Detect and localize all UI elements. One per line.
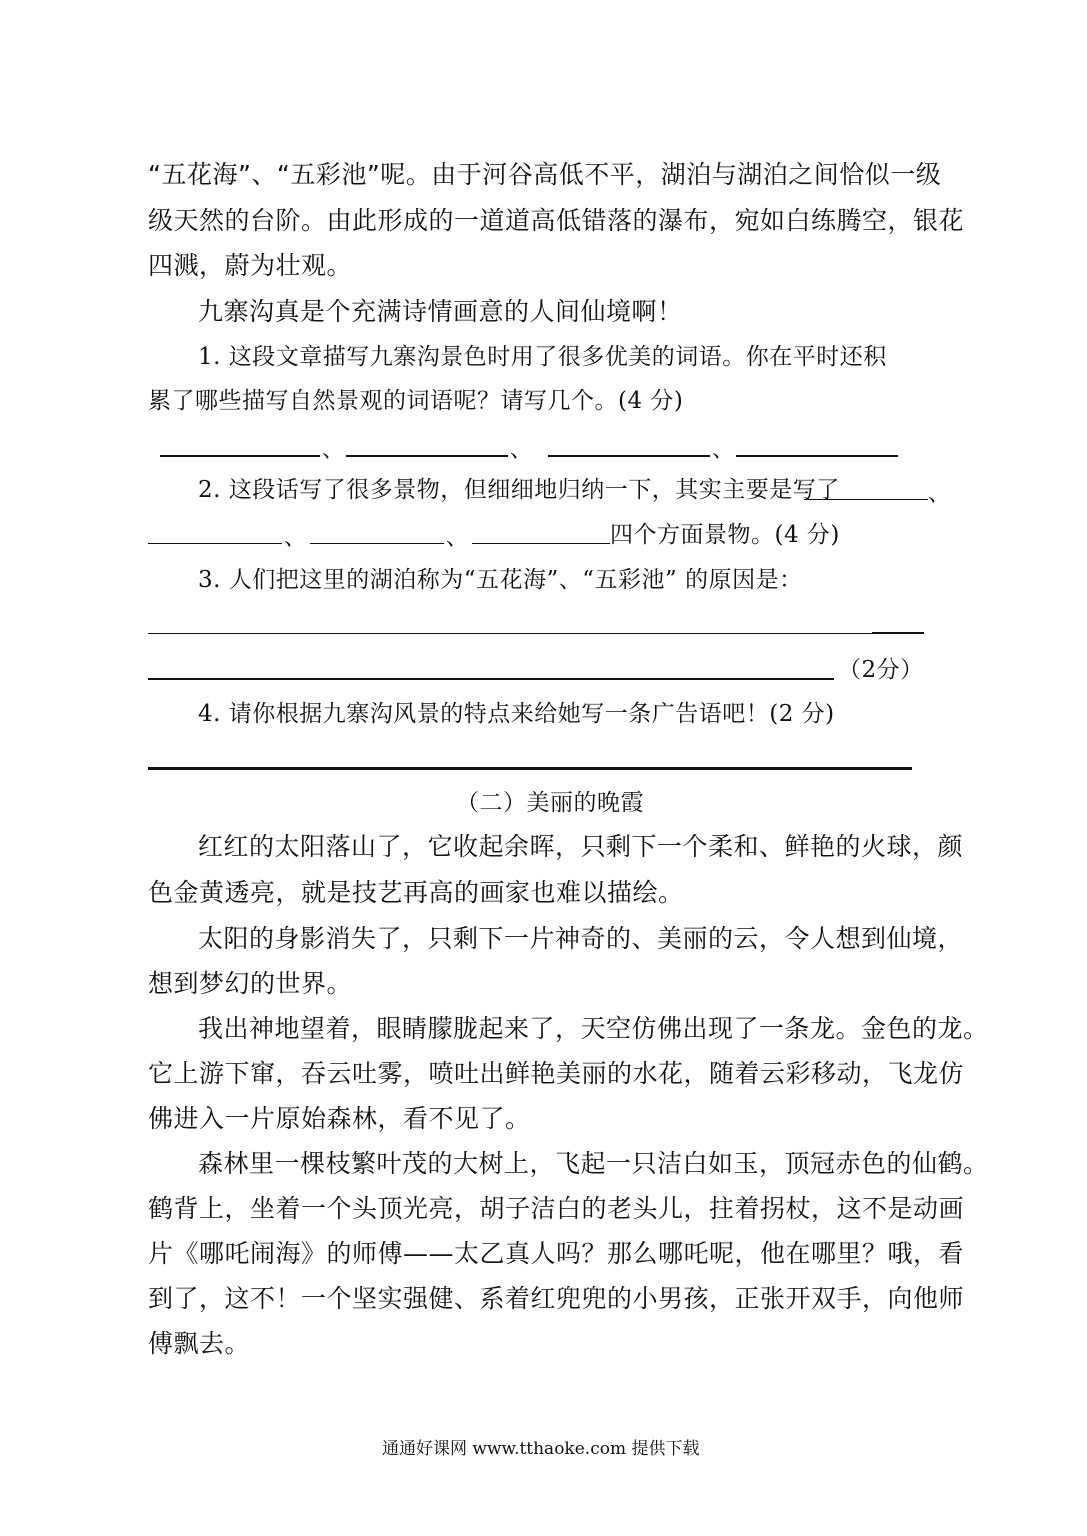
answer-line[interactable]: [148, 633, 872, 634]
question-4-text: 4. 请你根据九寨沟风景的特点来给她写一条广告语吧！(2 分): [198, 701, 835, 727]
paragraph-line: 到了，这不！一个坚实强健、系着红兜兜的小男孩，正张开双手，向他师: [148, 1284, 965, 1313]
answer-blank[interactable]: [736, 455, 898, 457]
passage-line: 九寨沟真是个充满诗情画意的人间仙境啊！: [198, 297, 683, 326]
section-title: （二）美丽的晚霞: [456, 790, 644, 816]
answer-blank[interactable]: [472, 543, 610, 544]
question-1-text: 累了哪些描写自然景观的词语呢？请写几个。(4 分): [148, 388, 684, 414]
question-2-tail: 四个方面景物。(4 分): [610, 522, 840, 548]
separator: 、: [510, 438, 533, 463]
paragraph-line: 色金黄透亮，就是技艺再高的画家也难以描绘。: [148, 878, 684, 907]
paragraph-line: 片《哪吒闹海》的师傅——太乙真人吗？那么哪吒呢，他在哪里？哦，看: [148, 1239, 965, 1268]
answer-line[interactable]: [148, 767, 912, 770]
passage-line: “五花海”、“五彩池”呢。由于河谷高低不平，湖泊与湖泊之间恰似一级: [148, 160, 942, 189]
paragraph-line: 佛进入一片原始森林，看不见了。: [148, 1104, 531, 1133]
paragraph-line: 鹤背上，坐着一个头顶光亮，胡子洁白的老头儿，拄着拐杖，这不是动画: [148, 1194, 965, 1223]
separator: 、: [284, 526, 307, 551]
paragraph-line: 它上游下窜，吞云吐雾，喷吐出鲜艳美丽的水花，随着云彩移动，飞龙仿: [148, 1059, 965, 1088]
separator: 、: [446, 526, 469, 551]
answer-blank[interactable]: [160, 455, 320, 457]
answer-line[interactable]: [148, 678, 834, 680]
question-1-text: 1. 这段文章描写九寨沟景色时用了很多优美的词语。你在平时还积: [198, 344, 887, 370]
passage-line: 四溅，蔚为壮观。: [148, 251, 353, 280]
question-2-text: 2. 这段话写了很多景物，但细细地归纳一下，其实主要是写了: [198, 477, 840, 503]
question-3-score: （2分）: [838, 657, 924, 683]
paragraph-line: 太阳的身影消失了，只剩下一片神奇的、美丽的云，令人想到仙境，: [198, 924, 964, 953]
separator: 、: [712, 438, 735, 463]
question-3-text: 3. 人们把这里的湖泊称为“五花海”、“五彩池” 的原因是：: [198, 567, 803, 593]
answer-line[interactable]: [872, 632, 924, 634]
passage-line: 级天然的台阶。由此形成的一道道高低错落的瀑布，宛如白练腾空，银花: [148, 206, 965, 235]
footer-source: 通通好课网 www.tthaoke.com 提供下载: [382, 1439, 700, 1459]
answer-blank[interactable]: [548, 455, 710, 457]
separator: 、: [928, 482, 951, 507]
answer-blank[interactable]: [346, 455, 508, 457]
answer-blank[interactable]: [804, 499, 928, 500]
paragraph-line: 我出神地望着，眼睛朦胧起来了，天空仿佛出现了一条龙。金色的龙。: [198, 1014, 989, 1043]
paragraph-line: 红红的太阳落山了，它收起余晖，只剩下一个柔和、鲜艳的火球，颜: [198, 832, 964, 861]
paragraph-line: 想到梦幻的世界。: [148, 969, 353, 998]
paragraph-line: 森林里一棵枝繁叶茂的大树上，飞起一只洁白如玉，顶冠赤色的仙鹤。: [198, 1149, 989, 1178]
answer-blank[interactable]: [148, 543, 282, 544]
paragraph-line: 傅飘去。: [148, 1329, 251, 1358]
answer-blank[interactable]: [310, 543, 444, 544]
separator: 、: [322, 438, 345, 463]
